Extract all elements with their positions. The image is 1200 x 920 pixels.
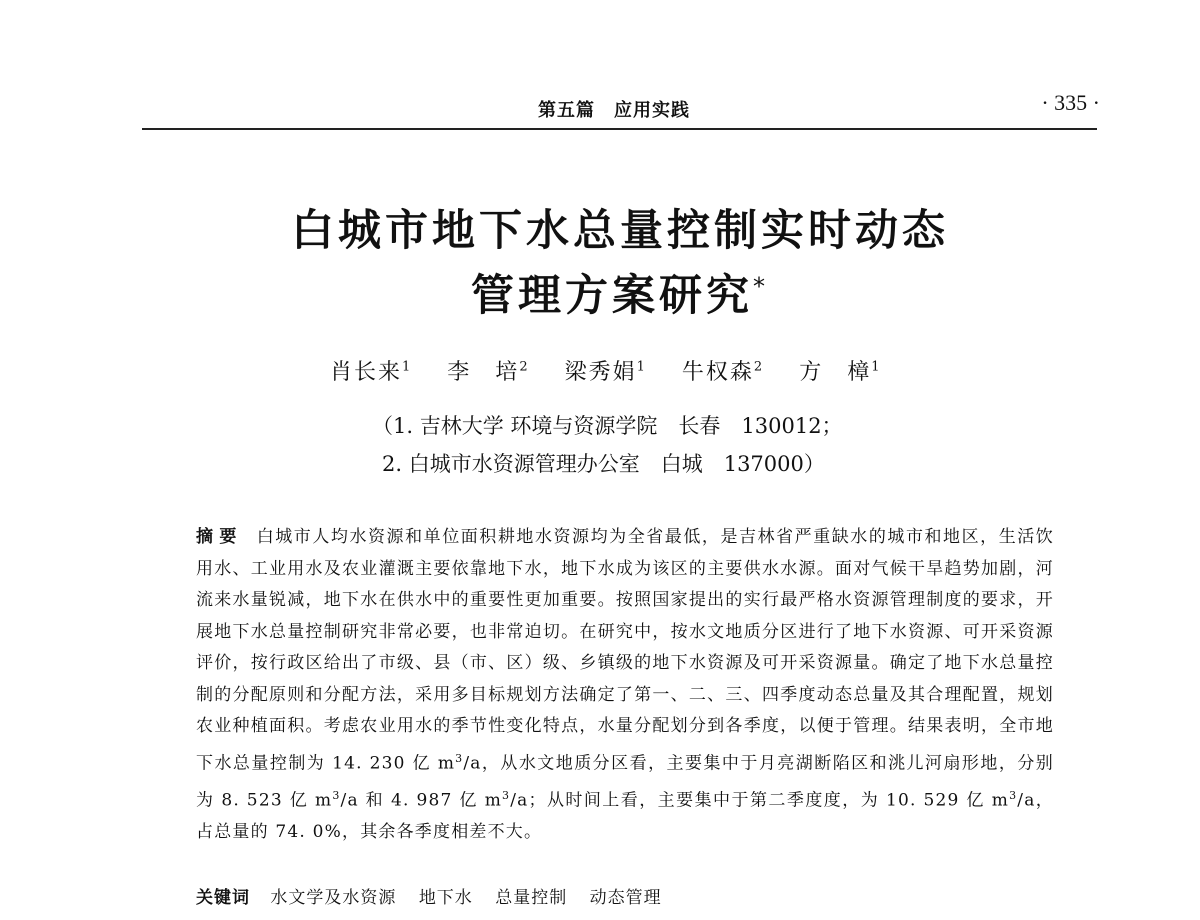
- affiliation-line-2: 2. 白城市水资源管理办公室 白城 137000）: [382, 452, 825, 476]
- author: 李 培$^2$: [447, 359, 528, 385]
- author-list: [330, 355, 907, 386]
- author: 牛权森$^2$: [681, 359, 763, 385]
- keyword: 地下水: [418, 888, 473, 908]
- author: 梁秀娟$^1$: [564, 359, 645, 385]
- abstract-label: 摘要: [196, 527, 243, 547]
- keyword: 水文学及水资源: [270, 888, 397, 908]
- paper-title-line-2: 管理方案研究*: [471, 271, 769, 321]
- running-header-section: 第五篇 应用实践: [538, 100, 690, 121]
- affiliation-line-1: （1. 吉林大学 环境与资源学院 长春 130012；: [372, 414, 843, 438]
- author: 肖长来$^1$: [330, 359, 411, 385]
- abstract: 摘要 白城市人均水资源和单位面积耕地水资源均为全省最低，是吉林省严重缺水的城市和地区，生活饮用水、工业用水及农业灌溉主要依靠地下水，地下水成为该区的主要供水水源。面对气候干旱趋势加剧，河流来水量锐减，地下水在供水中的重要性更加重要。按照国家提出的实行最严格水资源管理制度的要求，开展地下水总量控制研究非常必要，也非常迫切。在研究中，按水文地质分区进行了地下水资源、可开采资源评价，按行政区给出了市级、县（市、区）级、乡镇级的地下水资源及可开采资源量。确定了地下水总量控制的分配原则和分配方法，采用多目标规划方法确定了第一、二、三、四季度动态总量及其合理配置，规划农业种植面积。考虑农业用水的季节性变化特点，水量分配划分到各季度，以便于管理。结果表明，全市地下水总量控制为 14. 230 亿 $m^3/a$，从水文地质分区看，主要集中于月亮湖断陷区和洮儿河扇形地，分别为 8. 523 亿 $m^3/a$ 和 4. 987 亿 $m^3/a$；从时间上看，主要集中于第二季度度，为 10. 529 亿 $m^3/a$，占总量的 74. 0%，其余各季度相差不大。: [196, 527, 1054, 842]
- author: 方 樟$^1$: [799, 359, 880, 385]
- paper-title-line-1: 白城市地下水总量控制实时动态: [291, 206, 949, 256]
- title-footnote-mark: *: [753, 272, 769, 301]
- page-number: · 335 ·: [1041, 90, 1100, 115]
- keyword: 总量控制: [495, 888, 568, 908]
- keywords: [196, 883, 678, 908]
- keyword: 动态管理: [589, 888, 662, 908]
- keywords-label: 关键词: [196, 888, 250, 908]
